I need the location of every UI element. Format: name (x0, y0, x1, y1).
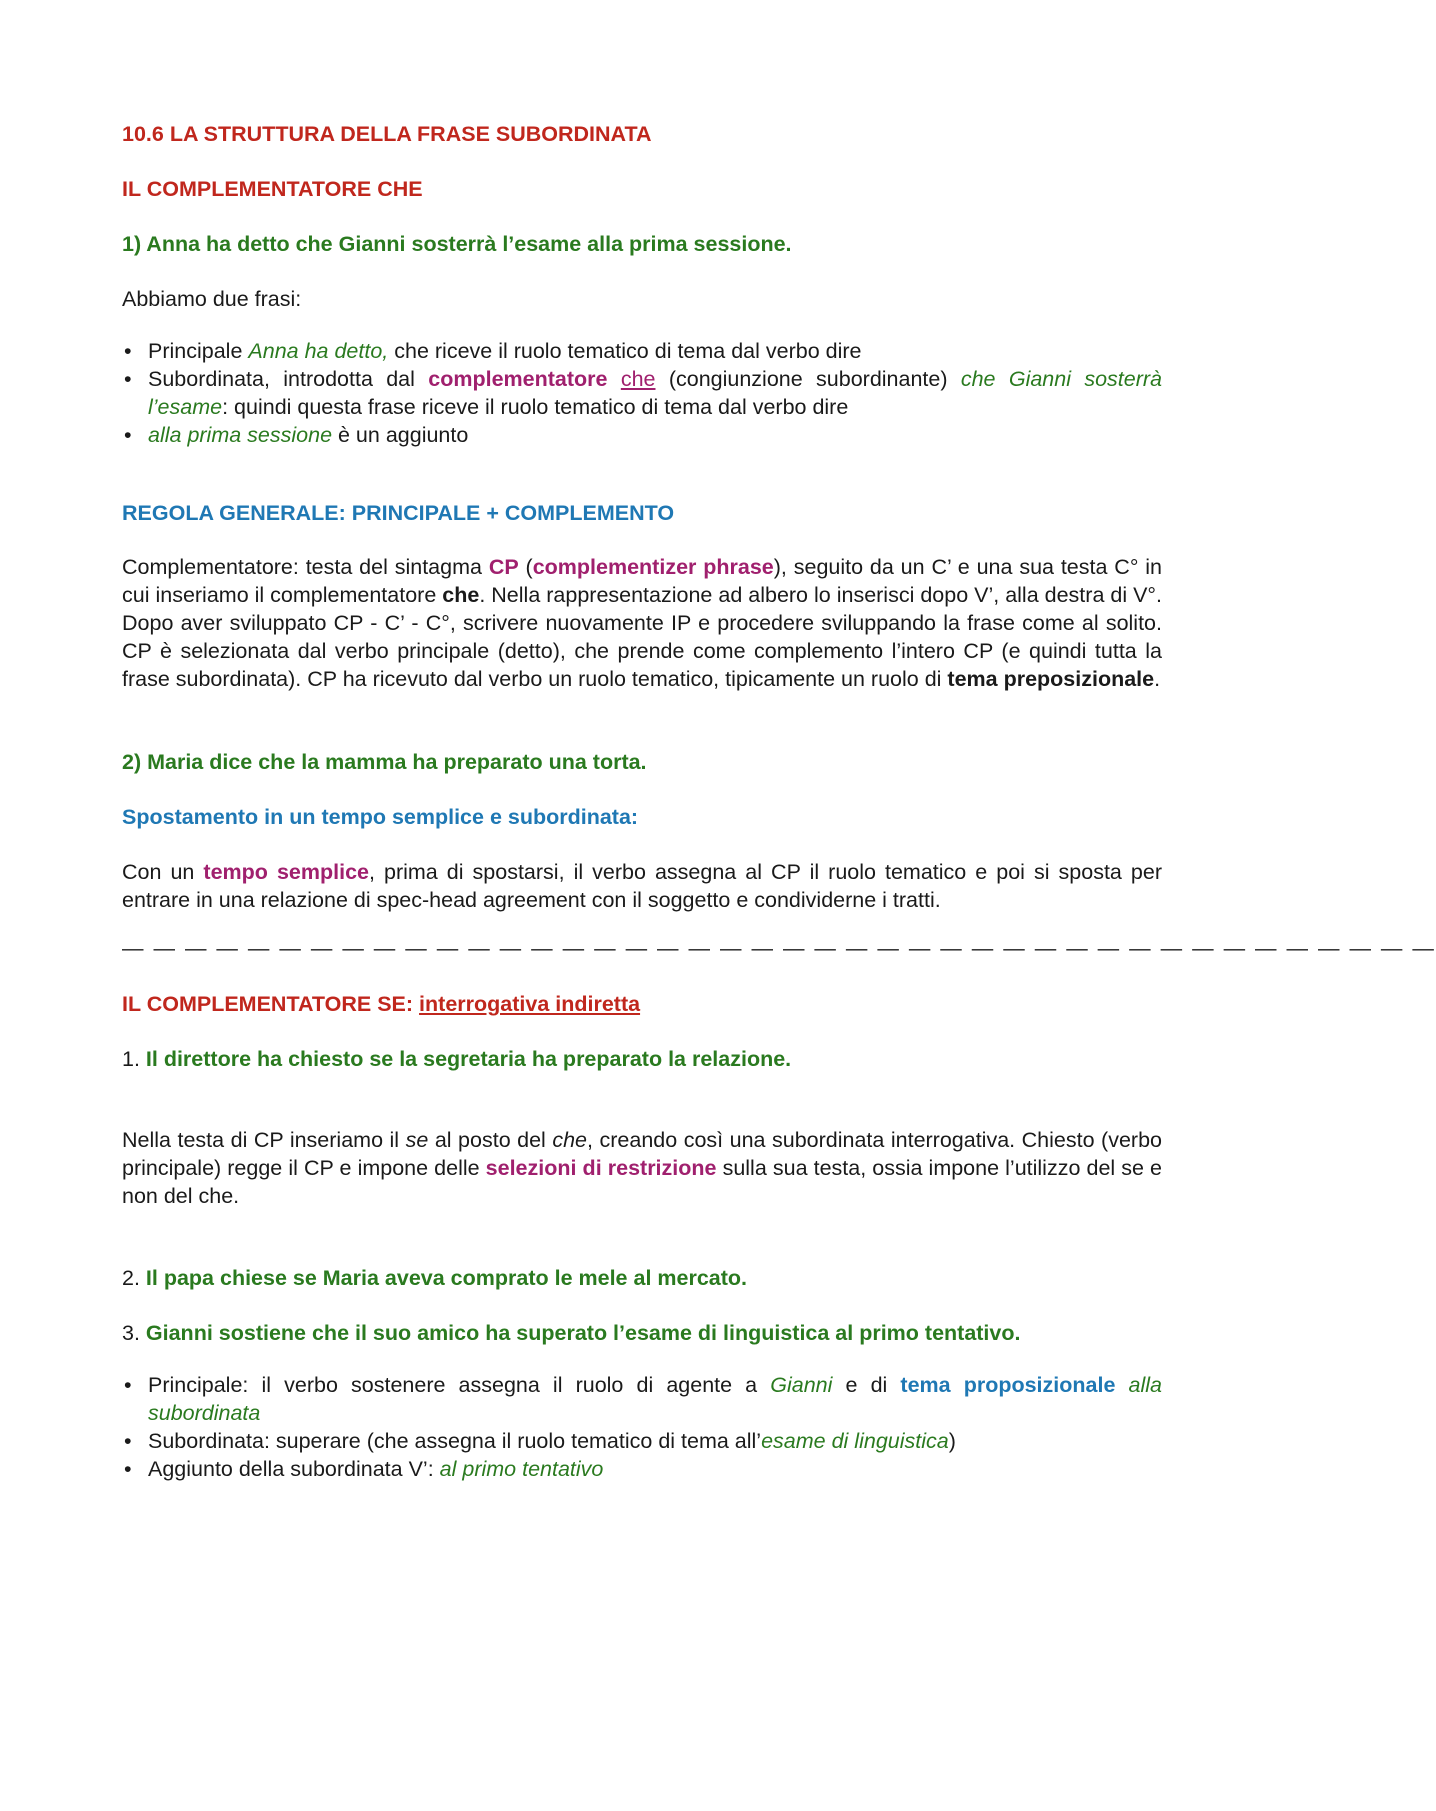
term-selezioni-di-restrizione: selezioni di restrizione (485, 1156, 717, 1180)
list-item (122, 337, 1162, 365)
paragraph-text: ), seguito da un C’ e una sua testa C° in cui inseriamo il complementatore (122, 555, 1163, 607)
list-item (122, 421, 1162, 449)
bullet-text: Subordinata: superare (che assegna il ruolo tematico di tema all’ (148, 1429, 762, 1453)
example-1: 1) Anna ha detto che Gianni sosterrà l’esame alla prima sessione. (122, 232, 792, 256)
example-text: Il papa chiese se Maria aveva comprato le mele al mercato. (145, 1266, 748, 1290)
heading-complementatore-se (122, 990, 1162, 1018)
intro-text: Abbiamo due frasi: (122, 287, 302, 311)
bullet-text: ) (948, 1429, 956, 1453)
example-number: 2. (122, 1266, 146, 1290)
example-number: 3. (122, 1321, 146, 1345)
term-tempo-semplice: tempo semplice (203, 860, 369, 884)
term-complementizer-phrase: complementizer phrase (532, 555, 774, 579)
bullet-italic: alla subordinata (148, 1373, 1162, 1425)
example-se-3 (122, 1319, 1162, 1347)
bullet-text: che riceve il ruolo tematico di tema dal verbo dire (388, 339, 862, 363)
move-heading: Spostamento in un tempo semplice e subordinata: (122, 805, 639, 829)
list-item (122, 365, 1162, 421)
list-item (122, 1427, 1162, 1455)
bullet-text (607, 367, 620, 391)
paragraph-text: sulla sua testa, ossia impone l’utilizzo del se e non del che. (122, 1156, 1163, 1208)
se-paragraph (122, 1126, 1162, 1210)
term-cp: CP (488, 555, 519, 579)
bullet-italic: alla prima sessione (148, 423, 333, 447)
term-tema-proposizionale: tema proposizionale (900, 1373, 1116, 1397)
bullet-italic: che Gianni sosterrà l’esame (148, 367, 1162, 419)
term-che-italic: che (552, 1128, 588, 1152)
list-item (122, 1371, 1162, 1427)
bullet-italic: Gianni (770, 1373, 833, 1397)
divider-line: — — — — — — — — — — — — — — — — — — — — — — — — — — — — — — — — — — — — — — — — — — (122, 936, 1436, 960)
heading-complementatore-che: IL COMPLEMENTATORE CHE (122, 177, 423, 201)
term-complementatore: complementatore (428, 367, 608, 391)
move-paragraph (122, 858, 1162, 914)
paragraph-text: al posto del (428, 1128, 553, 1152)
bullet-text (1115, 1373, 1128, 1397)
heading-underlined: interrogativa indiretta (419, 992, 641, 1016)
example-text: Il direttore ha chiesto se la segretaria ha preparato la relazione. (145, 1047, 792, 1071)
bullet-text: (congiunzione subordinante) (655, 367, 961, 391)
example-text: Gianni sostiene che il suo amico ha superato l’esame di linguistica al primo tentativo. (145, 1321, 1021, 1345)
example-number: 1. (122, 1047, 146, 1071)
paragraph-text: . (1154, 667, 1161, 691)
term-che: che (620, 367, 656, 391)
rule-heading: REGOLA GENERALE: PRINCIPALE + COMPLEMENTO (122, 501, 675, 525)
bullet-text: Principale: il verbo sostenere assegna il ruolo di agente a (148, 1373, 771, 1397)
paragraph-text: , creando così una subordinata interrogativa. Chiesto (verbo principale) regge il CP e impone delle (122, 1128, 1162, 1180)
example-se-1 (122, 1045, 1162, 1073)
bullet-text: Principale (148, 339, 249, 363)
paragraph-text: Nella testa di CP inseriamo il (122, 1128, 406, 1152)
paragraph-text: , prima di spostarsi, il verbo assegna al CP il ruolo tematico e poi si sposta per entrare in una relazione di spec-head agreement con il soggetto e condividerne i tratti. (122, 860, 1162, 912)
term-che-bold: che (442, 583, 480, 607)
bullet-text: Subordinata, introdotta dal (148, 367, 429, 391)
example-2: 2) Maria dice che la mamma ha preparato una torta. (122, 750, 647, 774)
bullet-text: : quindi questa frase riceve il ruolo tematico di tema dal verbo dire (222, 395, 849, 419)
paragraph-text: Complementatore: testa del sintagma (122, 555, 489, 579)
paragraph-text: ( (518, 555, 533, 579)
bullet-text: e di (832, 1373, 901, 1397)
bullet-italic: al primo tentativo (439, 1457, 604, 1481)
rule-paragraph (122, 553, 1162, 693)
example-se-2 (122, 1264, 1162, 1292)
bullet-list-2 (122, 1371, 1162, 1483)
bullet-text: Aggiunto della subordinata V’: (148, 1457, 440, 1481)
list-item (122, 1455, 1162, 1483)
paragraph-text: Con un (122, 860, 204, 884)
term-se-italic: se (405, 1128, 429, 1152)
bullet-italic: Anna ha detto, (248, 339, 389, 363)
bullet-list-1 (122, 337, 1162, 449)
bullet-italic: esame di linguistica (761, 1429, 949, 1453)
term-tema-preposizionale: tema preposizionale (947, 667, 1155, 691)
paragraph-text: . Nella rappresentazione ad albero lo inserisci dopo V’, alla destra di V°. Dopo aver sviluppato CP - C’ - C°, scrivere nuovamente IP e procedere sviluppando la frase come al solito. CP è selezionata dal verbo principale (detto), che prende come complemento l’intero CP (e quindi tutta la frase subordinata). CP ha ricevuto dal verbo un ruolo tematico, tipicamente un ruolo di (122, 583, 1162, 691)
section-title: 10.6 LA STRUTTURA DELLA FRASE SUBORDINATA (122, 122, 652, 146)
heading-text: IL COMPLEMENTATORE SE: (122, 992, 420, 1016)
bullet-text: è un aggiunto (332, 423, 469, 447)
